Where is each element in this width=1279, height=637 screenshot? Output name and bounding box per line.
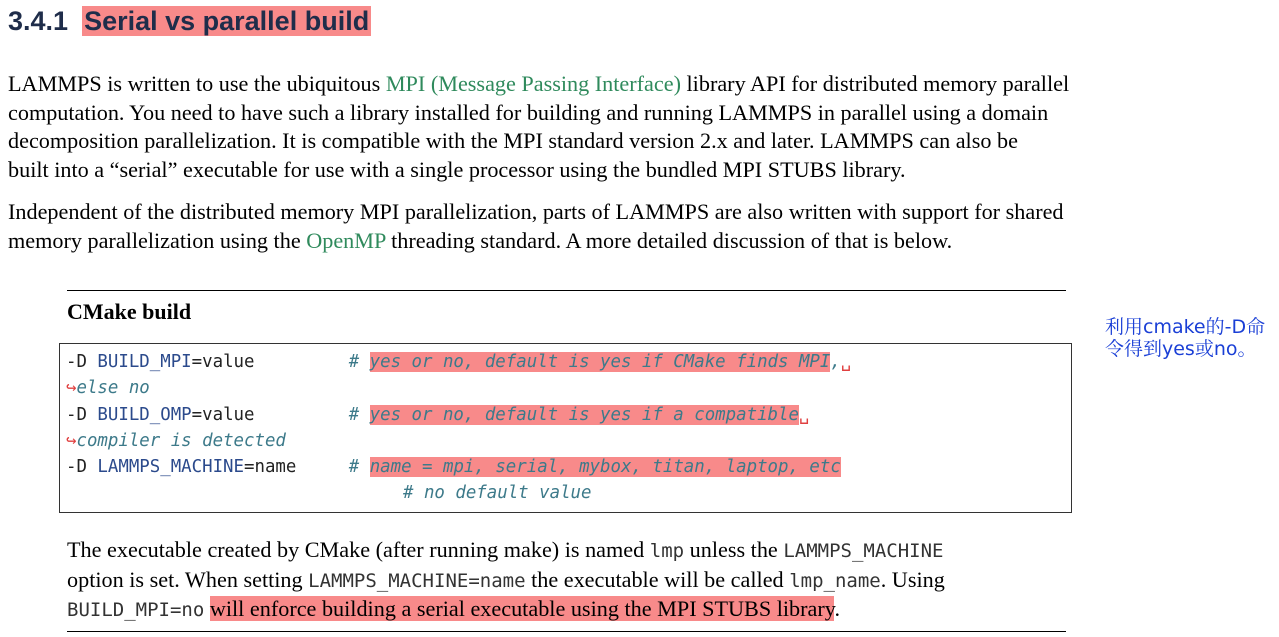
top-rule — [67, 290, 1066, 291]
inline-code: lmp — [649, 540, 685, 562]
code-line: -D BUILD_OMP=value # yes or no, default is yes if a compatible␣ — [66, 405, 810, 425]
code-line: -D LAMMPS_MACHINE=name # name = mpi, serial, mybox, titan, laptop, etc — [66, 457, 841, 477]
paragraph-executable — [67, 536, 1067, 625]
section-heading — [8, 6, 371, 37]
section-title: Serial vs parallel build — [84, 6, 370, 36]
text: . — [834, 596, 840, 621]
text: decomposition parallelization. It is compatible with the MPI standard version 2.x and later. LAMMPS can also be — [8, 128, 1018, 153]
text: unless the — [684, 537, 784, 562]
text: built into a “serial” executable for use with a single processor using the bundled MPI STUBS library. — [8, 156, 906, 182]
text: the executable will be called — [525, 566, 790, 592]
code-line: ↪compiler is detected — [66, 431, 286, 451]
text: library API for distributed memory parallel — [680, 71, 1070, 96]
highlighted-text: will enforce building a serial executable using the MPI STUBS library — [209, 596, 835, 621]
code-line: -D BUILD_MPI=value # yes or no, default is yes if CMake finds MPI,␣ — [66, 352, 852, 372]
text: . Using — [880, 566, 945, 592]
openmp-link[interactable]: OpenMP — [306, 227, 386, 253]
annotation-note: 利用cmake的-D命令得到yes或no。 — [1105, 316, 1266, 360]
code-line: ↪else no — [66, 378, 150, 398]
inline-code: BUILD_MPI=no — [67, 599, 205, 621]
inline-code: lmp_name — [789, 569, 881, 592]
text: threading standard. A more detailed discussion of that is below. — [385, 227, 953, 253]
text: LAMMPS is written to use the ubiquitous — [8, 71, 386, 96]
inline-code: LAMMPS_MACHINE — [783, 540, 944, 562]
paragraph-openmp — [8, 198, 1128, 255]
paragraph-mpi — [8, 70, 1128, 184]
text: option is set. When setting — [67, 566, 309, 592]
text: computation. You need to have such a library installed for building and running LAMMPS in parallel using a domain — [8, 99, 1049, 125]
cmake-build-label: CMake build — [67, 299, 192, 324]
section-number: 3.4.1 — [8, 6, 69, 36]
bottom-rule — [67, 631, 1066, 632]
text: The executable created by CMake (after running make) is named — [67, 537, 650, 562]
text: Independent of the distributed memory MPI parallelization, parts of LAMMPS are also written with support for shared — [8, 199, 1064, 224]
text: memory parallelization using the — [8, 227, 307, 253]
mpi-link[interactable]: MPI (Message Passing Interface) — [385, 71, 681, 96]
inline-code: LAMMPS_MACHINE=name — [308, 569, 526, 592]
code-line: # no default value — [403, 483, 592, 503]
